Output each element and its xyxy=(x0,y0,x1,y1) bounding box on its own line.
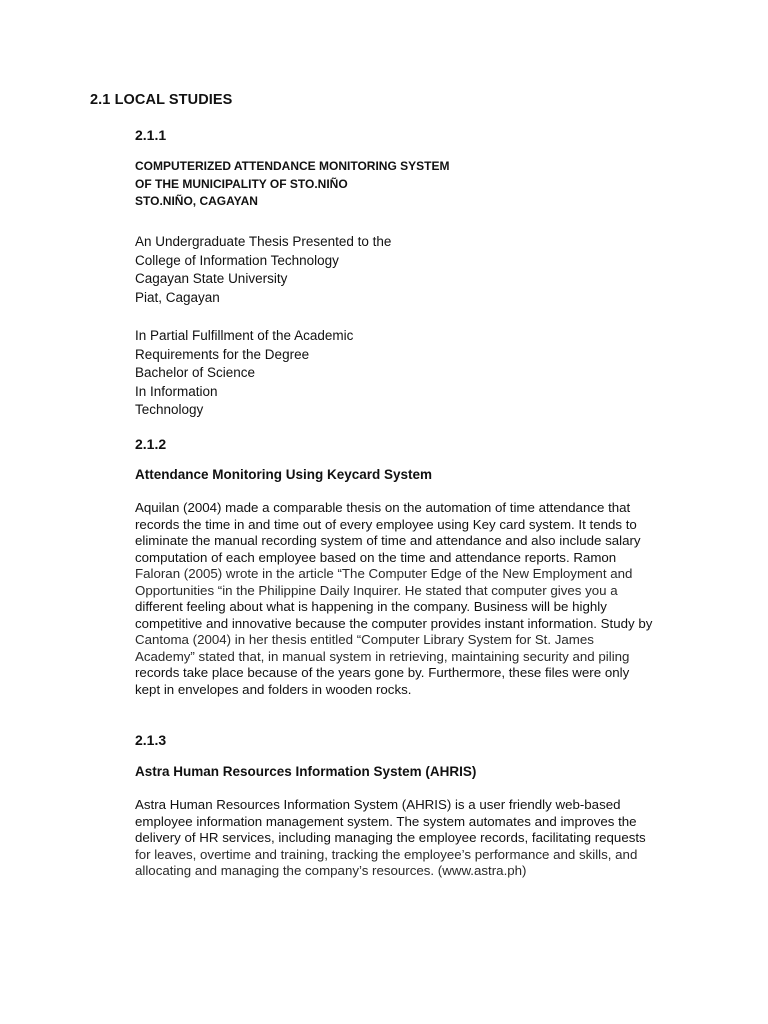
fulfillment-line: Bachelor of Science xyxy=(135,365,256,381)
study-3-title: Astra Human Resources Information System (AHRIS) xyxy=(135,764,477,779)
presented-line: Cagayan State University xyxy=(135,271,288,287)
study-2-paragraph xyxy=(135,500,652,698)
paragraph-line: Faloran (2005) wrote in the article “The Computer Edge of the New Employment and xyxy=(135,566,633,581)
study-3-paragraph xyxy=(135,797,646,880)
paragraph-line: employee information management system. The system automates and improves the xyxy=(135,813,637,829)
paragraph-line: records take place because of the years gone by. Furthermore, these files were only xyxy=(135,665,630,680)
study-1-title-line: STO.NIÑO, CAGAYAN xyxy=(135,194,258,208)
fulfillment-line: In Partial Fulfillment of the Academic xyxy=(135,328,354,343)
paragraph-line: computation of each employee based on the time and attendance reports. Ramon xyxy=(135,549,617,565)
study-1-number: 2.1.1 xyxy=(135,127,167,143)
paragraph-line: competitive and innovative because the computer provides instant information. Study by xyxy=(135,615,653,631)
paragraph-line: delivery of HR services, including managing the employee records, facilitating requests xyxy=(135,830,646,845)
study-1-title xyxy=(135,158,449,211)
study-1-title-line: OF THE MUNICIPALITY OF STO.NIÑO xyxy=(135,176,348,191)
study-2-number: 2.1.2 xyxy=(135,436,167,452)
paragraph-line: allocating and managing the company’s resources. (www.astra.ph) xyxy=(135,863,527,878)
presented-line: College of Information Technology xyxy=(135,252,339,268)
paragraph-line: Academy” stated that, in manual system in retrieving, maintaining security and piling xyxy=(135,648,630,664)
study-1-fulfillment-block xyxy=(135,327,353,420)
paragraph-line: Cantoma (2004) in her thesis entitled “Computer Library System for St. James xyxy=(135,632,594,647)
study-3-number: 2.1.3 xyxy=(135,732,167,748)
paragraph-line: kept in envelopes and folders in wooden rocks. xyxy=(135,681,412,697)
paragraph-line: Aquilan (2004) made a comparable thesis on the automation of time attendance that xyxy=(135,500,631,515)
paragraph-line: for leaves, overtime and training, tracking the employee’s performance and skills, and xyxy=(135,846,638,862)
paragraph-line: Astra Human Resources Information System (AHRIS) is a user friendly web-based xyxy=(135,797,621,812)
study-1-presented-block xyxy=(135,233,391,307)
section-heading: 2.1 LOCAL STUDIES xyxy=(90,92,233,108)
presented-line: Piat, Cagayan xyxy=(135,289,220,305)
paragraph-line: different feeling about what is happening in the company. Business will be highly xyxy=(135,599,607,614)
fulfillment-line: Technology xyxy=(135,402,204,418)
presented-line: An Undergraduate Thesis Presented to the xyxy=(135,234,392,249)
fulfillment-line: Requirements for the Degree xyxy=(135,346,310,362)
paragraph-line: eliminate the manual recording system of time and attendance and also include salary xyxy=(135,533,641,548)
paragraph-line: Opportunities “in the Philippine Daily Inquirer. He stated that computer gives you a xyxy=(135,582,618,598)
study-1-title-line: COMPUTERIZED ATTENDANCE MONITORING SYSTEM xyxy=(135,159,450,173)
study-2-title: Attendance Monitoring Using Keycard System xyxy=(135,467,433,482)
fulfillment-line: In Information xyxy=(135,383,218,399)
paragraph-line: records the time in and time out of every employee using Key card system. It tends to xyxy=(135,516,637,532)
